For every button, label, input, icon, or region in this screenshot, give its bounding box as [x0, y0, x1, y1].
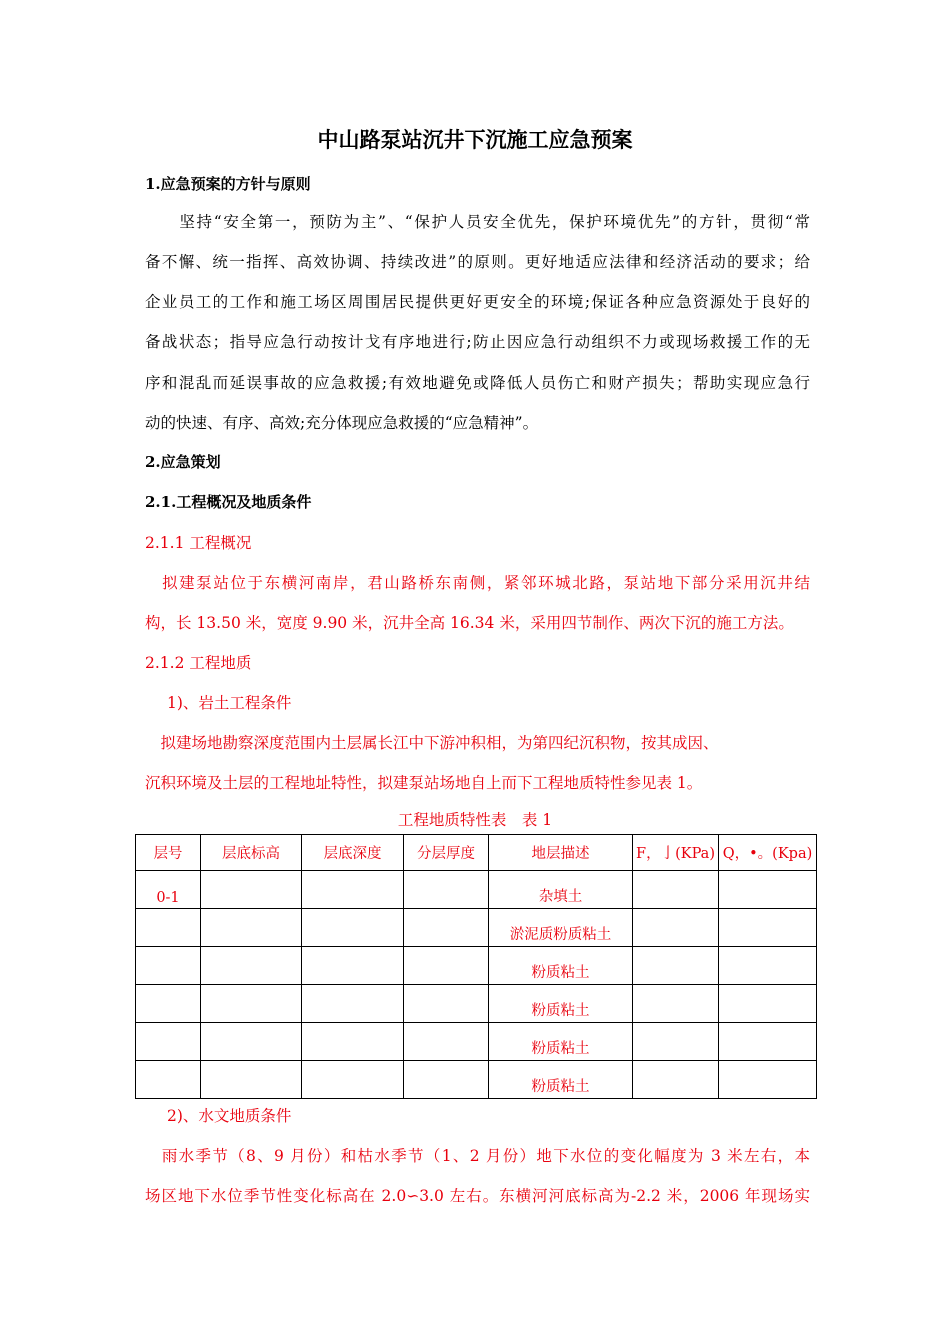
hydro-line: 雨水季节（8、9 月份）和枯水季节（1、2 月份）地下水位的变化幅度为 3 米左右，本	[145, 1147, 810, 1165]
table-cell	[136, 985, 201, 1023]
table-cell	[136, 909, 201, 947]
table-cell: 粉质粘土	[489, 1061, 633, 1099]
table-cell	[201, 947, 302, 985]
table-row	[136, 1061, 817, 1099]
section-2-1-heading: 2.1.工程概况及地质条件	[145, 493, 312, 511]
table-cell	[201, 1023, 302, 1061]
table-cell	[404, 1061, 489, 1099]
table-cell	[404, 909, 489, 947]
table-row	[136, 985, 817, 1023]
table-cell	[302, 871, 404, 909]
table-cell	[302, 909, 404, 947]
table-cell	[404, 871, 489, 909]
table-cell	[719, 909, 817, 947]
col-header: 层号	[136, 835, 201, 871]
section-2-1-2-line: 拟建场地勘察深度范围内土层属长江中下游冲积相，为第四纪沉积物，按其成因、	[145, 734, 719, 752]
table-cell	[201, 1061, 302, 1099]
table-cell	[719, 985, 817, 1023]
section-1-line: 备不懈、统一指挥、高效协调、持续改进”的原则。更好地适应法律和经济活动的要求；给	[145, 253, 810, 271]
geology-table	[135, 834, 817, 1099]
table-cell	[136, 1061, 201, 1099]
table-cell	[302, 1023, 404, 1061]
table-row	[136, 871, 817, 909]
section-2-1-1-heading: 2.1.1 工程概况	[145, 534, 252, 552]
table-cell: 淤泥质粉质粘土	[489, 909, 633, 947]
section-1-line: 坚持“安全第一，预防为主”、“保护人员安全优先，保护环境优先”的方针，贯彻“常	[145, 213, 810, 231]
col-header: F，亅(KPa)	[633, 835, 719, 871]
section-1-line: 序和混乱而延误事故的应急救援;有效地避免或降低人员伤亡和财产损失；帮助实现应急行	[145, 374, 810, 392]
table-cell	[302, 985, 404, 1023]
table-cell	[404, 1023, 489, 1061]
table-cell	[719, 1061, 817, 1099]
section-2-heading: 2.应急策划	[145, 453, 221, 471]
table-cell	[136, 947, 201, 985]
table-row	[136, 1023, 817, 1061]
table-cell: 0-1	[136, 871, 201, 909]
section-1-line: 企业员工的工作和施工场区周围居民提供更好更安全的环境;保证各种应急资源处于良好的	[145, 293, 810, 311]
table-cell	[633, 871, 719, 909]
col-header: 地层描述	[489, 835, 633, 871]
col-header: Q，•。(Kpa)	[719, 835, 817, 871]
section-1-heading: 1.应急预案的方针与原则	[145, 175, 311, 193]
table-cell: 粉质粘土	[489, 985, 633, 1023]
table-caption: 工程地质特性表 表 1	[397, 811, 553, 829]
table-cell: 粉质粘土	[489, 1023, 633, 1061]
table-cell	[404, 947, 489, 985]
table-cell	[136, 1023, 201, 1061]
document-title: 中山路泵站沉井下沉施工应急预案	[317, 127, 633, 152]
geotech-subheading: 1)、岩土工程条件	[167, 694, 292, 712]
section-1-line: 动的快速、有序、高效;充分体现应急救援的“应急精神”。	[145, 414, 539, 432]
section-2-1-2-line: 沉积环境及土层的工程地址特性，拟建泵站场地自上而下工程地质特性参见表 1。	[145, 774, 703, 792]
col-header: 分层厚度	[404, 835, 489, 871]
table-header-row	[136, 835, 817, 871]
table-cell	[404, 985, 489, 1023]
table-cell	[201, 871, 302, 909]
table-row	[136, 909, 817, 947]
section-2-1-1-line: 构，长 13.50 米，宽度 9.90 米，沉井全高 16.34 米，采用四节制作、两次下沉的施工方法。	[145, 614, 794, 632]
table-cell	[302, 947, 404, 985]
section-2-1-1-line: 拟建泵站位于东横河南岸，君山路桥东南侧，紧邻环城北路，泵站地下部分采用沉井结	[145, 574, 810, 592]
section-1-line: 备战状态；指导应急行动按计戈有序地进行;防止因应急行动组织不力或现场救援工作的无	[145, 333, 810, 351]
hydro-subheading: 2)、水文地质条件	[167, 1107, 292, 1125]
section-2-1-2-heading: 2.1.2 工程地质	[145, 654, 252, 672]
table-row	[136, 947, 817, 985]
table-cell	[201, 985, 302, 1023]
table-cell	[633, 909, 719, 947]
table-cell	[633, 985, 719, 1023]
table-cell	[201, 909, 302, 947]
table-cell	[719, 947, 817, 985]
hydro-line: 场区地下水位季节性变化标高在 2.0∽3.0 左右。东横河河底标高为-2.2 米，2006 年现场实	[145, 1187, 810, 1205]
table-cell	[633, 947, 719, 985]
table-cell: 粉质粘土	[489, 947, 633, 985]
table-cell	[633, 1023, 719, 1061]
col-header: 层底深度	[302, 835, 404, 871]
table-cell	[719, 871, 817, 909]
table-cell	[633, 1061, 719, 1099]
table-cell	[719, 1023, 817, 1061]
table-cell	[302, 1061, 404, 1099]
table-cell: 杂填土	[489, 871, 633, 909]
col-header: 层底标高	[201, 835, 302, 871]
